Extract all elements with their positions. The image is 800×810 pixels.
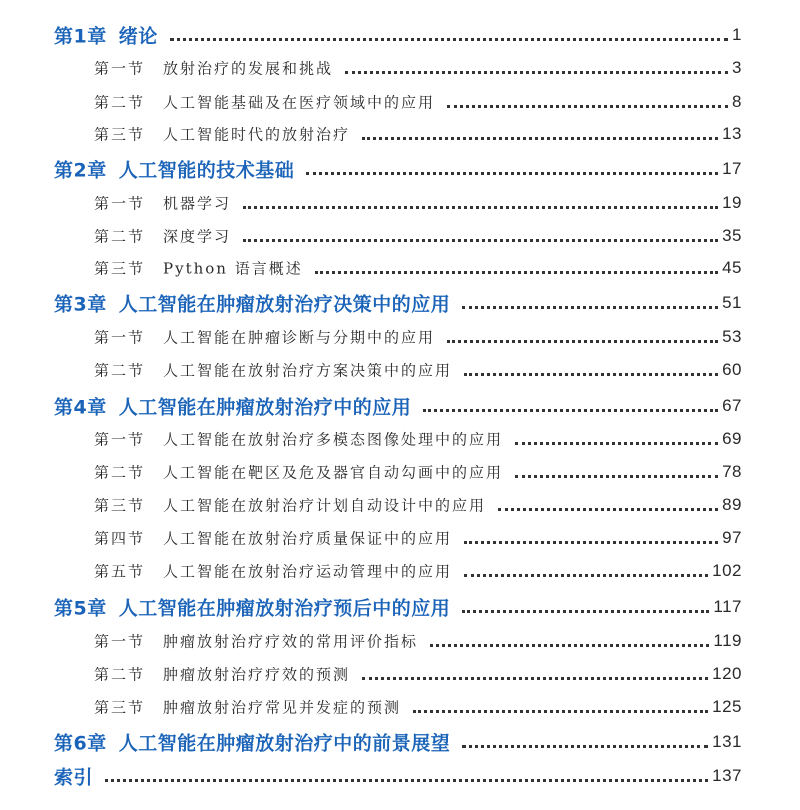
toc-section-row[interactable]	[0, 626, 800, 656]
chapter-number: 第5章	[54, 597, 107, 620]
page-number: 137	[712, 766, 742, 785]
toc-entry-label	[54, 763, 93, 790]
page-number: 53	[722, 327, 742, 346]
chapter-title: 人工智能在肿瘤放射治疗中的前景展望	[118, 732, 451, 755]
toc-entry-label	[94, 697, 401, 718]
chapter-title: 人工智能在肿瘤放射治疗预后中的应用	[118, 597, 451, 620]
toc-section-row[interactable]	[0, 119, 800, 149]
section-number: 第二节	[94, 93, 146, 112]
dot-leader	[447, 340, 718, 343]
toc-section-row[interactable]	[0, 659, 800, 689]
toc-entry-label	[54, 594, 450, 621]
toc-section-row[interactable]	[0, 188, 800, 218]
page-number: 17	[722, 159, 742, 178]
dot-leader	[315, 271, 718, 274]
dot-leader	[515, 475, 718, 478]
dot-leader	[105, 779, 708, 782]
chapter-title: 人工智能在肿瘤放射治疗中的应用	[118, 396, 412, 419]
toc-chapter-row[interactable]	[0, 727, 800, 757]
dot-leader	[345, 71, 728, 74]
toc-chapter-row[interactable]	[0, 154, 800, 184]
page-number: 117	[713, 597, 742, 616]
dot-leader	[243, 206, 718, 209]
toc-entry-label	[54, 393, 411, 420]
section-number: 第一节	[94, 632, 146, 651]
toc-chapter-row[interactable]	[0, 761, 800, 791]
page-number: 8	[732, 92, 742, 111]
section-number: 第五节	[94, 562, 146, 581]
dot-leader	[413, 710, 708, 713]
section-title: 深度学习	[163, 227, 232, 246]
section-number: 第一节	[94, 59, 146, 78]
page-number: 13	[722, 124, 742, 143]
section-title: 人工智能在放射治疗计划自动设计中的应用	[163, 496, 487, 515]
section-title: 人工智能在肿瘤诊断与分期中的应用	[163, 328, 436, 347]
chapter-number: 第4章	[54, 396, 107, 419]
toc-section-row[interactable]	[0, 490, 800, 520]
toc-section-row[interactable]	[0, 87, 800, 117]
toc-entry-label	[94, 92, 435, 113]
dot-leader	[306, 172, 718, 175]
chapter-title: 人工智能在肿瘤放射治疗决策中的应用	[118, 293, 451, 316]
dot-leader	[464, 574, 708, 577]
page-number: 67	[722, 396, 742, 415]
chapter-number: 第3章	[54, 293, 107, 316]
section-number: 第一节	[94, 328, 146, 347]
page-number: 45	[722, 258, 742, 277]
toc-entry-label	[94, 193, 231, 214]
section-title: 肿瘤放射治疗疗效的预测	[163, 665, 351, 684]
toc-entry-label	[94, 561, 452, 582]
dot-leader	[362, 137, 718, 140]
dot-leader	[462, 610, 709, 613]
page-number: 78	[722, 462, 742, 481]
toc-section-row[interactable]	[0, 322, 800, 352]
section-number: 第一节	[94, 194, 146, 213]
section-number: 第二节	[94, 361, 146, 380]
page-number: 131	[712, 732, 742, 751]
section-number: 第三节	[94, 698, 146, 717]
dot-leader	[464, 541, 718, 544]
chapter-number: 第6章	[54, 732, 107, 755]
dot-leader	[498, 508, 718, 511]
section-title: 人工智能在放射治疗多模态图像处理中的应用	[163, 430, 504, 449]
page-number: 51	[722, 293, 742, 312]
section-title: 人工智能在放射治疗质量保证中的应用	[163, 529, 453, 548]
section-number: 第三节	[94, 125, 146, 144]
toc-entry-label	[54, 156, 294, 183]
dot-leader	[462, 745, 708, 748]
page-number: 3	[732, 58, 742, 77]
section-title: 人工智能时代的放射治疗	[163, 125, 351, 144]
page-number: 102	[712, 561, 742, 580]
toc-section-row[interactable]	[0, 523, 800, 553]
toc-entry-label	[54, 22, 158, 49]
section-title: 肿瘤放射治疗疗效的常用评价指标	[163, 632, 419, 651]
page-number: 125	[712, 697, 742, 716]
section-title: 放射治疗的发展和挑战	[163, 59, 334, 78]
dot-leader	[362, 677, 708, 680]
toc-entry-label	[54, 729, 450, 756]
dot-leader	[462, 306, 718, 309]
section-number: 第二节	[94, 665, 146, 684]
section-title: 人工智能在靶区及危及器官自动勾画中的应用	[163, 463, 504, 482]
page-number: 19	[722, 193, 742, 212]
toc-entry-label	[94, 664, 350, 685]
toc-entry-label	[94, 258, 303, 279]
page-number: 35	[722, 226, 742, 245]
toc-entry-label	[94, 631, 418, 652]
chapter-title: 绪论	[118, 25, 158, 48]
section-number: 第三节	[94, 496, 146, 515]
toc-chapter-row[interactable]	[0, 20, 800, 50]
toc-chapter-row[interactable]	[0, 288, 800, 318]
chapter-number: 第1章	[54, 25, 107, 48]
toc-entry-label	[94, 360, 452, 381]
dot-leader	[423, 409, 718, 412]
section-title: 机器学习	[163, 194, 232, 213]
section-title: 人工智能在放射治疗方案决策中的应用	[163, 361, 453, 380]
dot-leader	[243, 239, 718, 242]
page-number: 119	[713, 631, 742, 650]
toc-entry-label	[94, 226, 231, 247]
toc-section-row[interactable]	[0, 692, 800, 722]
dot-leader	[447, 105, 728, 108]
page-number: 69	[722, 429, 742, 448]
section-title: 人工智能在放射治疗运动管理中的应用	[163, 562, 453, 581]
dot-leader	[170, 38, 728, 41]
section-number: 第四节	[94, 529, 146, 548]
page-number: 120	[712, 664, 742, 683]
section-number: 第三节	[94, 259, 146, 278]
section-number: 第二节	[94, 463, 146, 482]
toc-section-row[interactable]	[0, 355, 800, 385]
toc-chapter-row[interactable]	[0, 592, 800, 622]
toc-section-row[interactable]	[0, 457, 800, 487]
dot-leader	[515, 442, 718, 445]
toc-entry-label	[94, 58, 333, 79]
toc-entry-label	[94, 124, 350, 145]
section-title: Python 语言概述	[163, 259, 303, 278]
toc-section-row[interactable]	[0, 556, 800, 586]
page-number: 60	[722, 360, 742, 379]
chapter-title: 人工智能的技术基础	[118, 159, 295, 182]
toc-entry-label	[94, 429, 503, 450]
toc-entry-label	[94, 327, 435, 348]
dot-leader	[464, 373, 718, 376]
toc-section-row[interactable]	[0, 253, 800, 283]
section-title: 肿瘤放射治疗常见并发症的预测	[163, 698, 402, 717]
page-number: 97	[722, 528, 742, 547]
toc-section-row[interactable]	[0, 53, 800, 83]
page-number: 89	[722, 495, 742, 514]
toc-entry-label	[54, 290, 450, 317]
toc-entry-label	[94, 528, 452, 549]
section-number: 第二节	[94, 227, 146, 246]
page-number: 1	[732, 25, 742, 44]
dot-leader	[430, 644, 709, 647]
toc-entry-label	[94, 495, 486, 516]
section-title: 人工智能基础及在医疗领域中的应用	[163, 93, 436, 112]
toc-entry-label	[94, 462, 503, 483]
toc-chapter-row[interactable]	[0, 391, 800, 421]
chapter-number: 第2章	[54, 159, 107, 182]
toc-section-row[interactable]	[0, 221, 800, 251]
toc-section-row[interactable]	[0, 424, 800, 454]
chapter-title: 索引	[54, 766, 94, 789]
section-number: 第一节	[94, 430, 146, 449]
